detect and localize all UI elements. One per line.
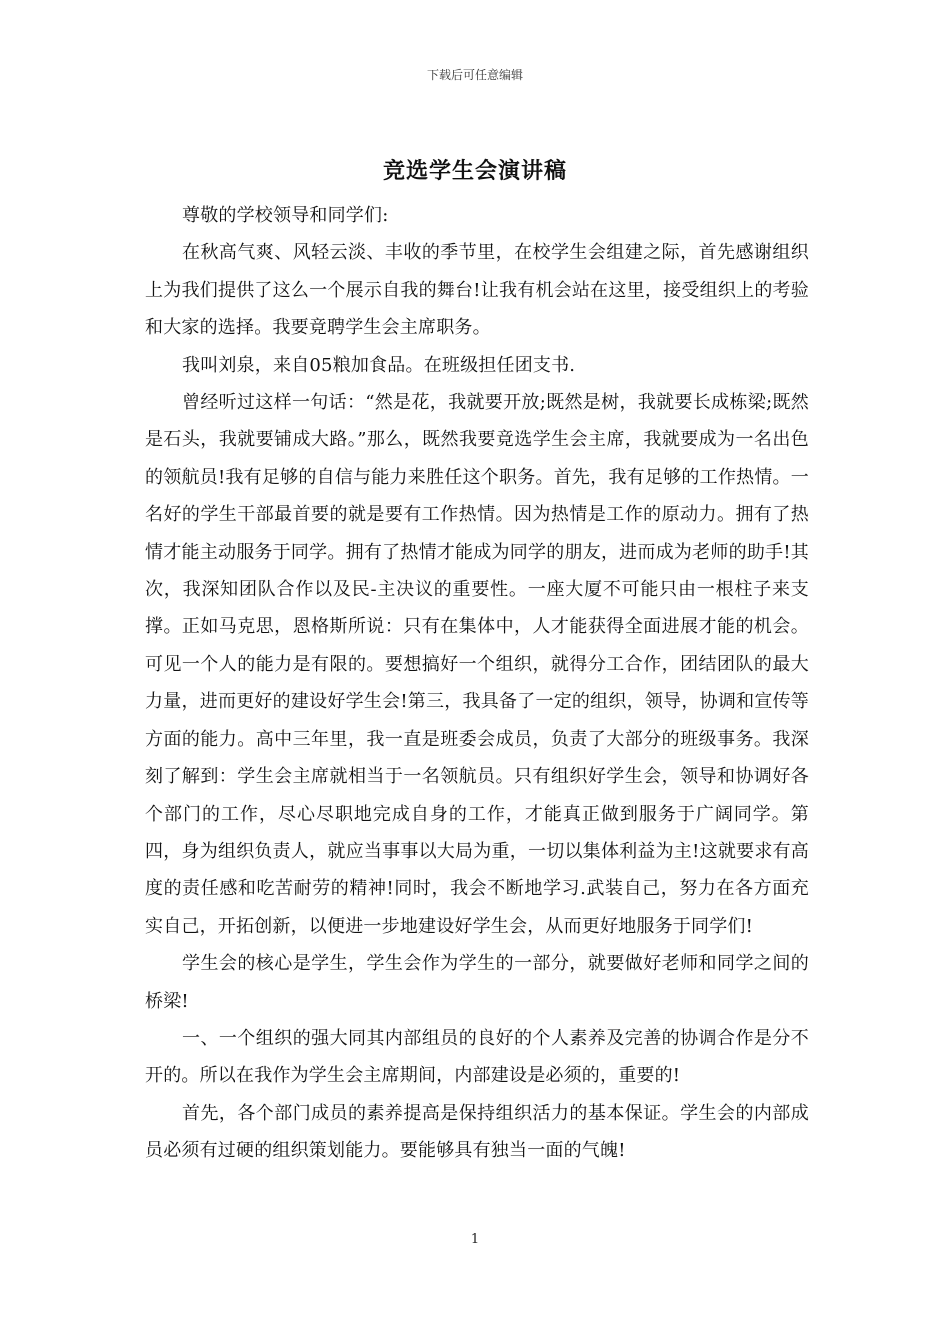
paragraph-opening: 在秋高气爽、风轻云淡、丰收的季节里，在校学生会组建之际，首先感谢组织上为我们提供了这么一个展示自我的舞台!让我有机会站在这里，接受组织上的考验和大家的选择。我要竟聘学生会主席职务。: [145, 242, 809, 339]
paragraph-core: 学生会的核心是学生，学生会作为学生的一部分，就要做好老师和同学之间的桥梁!: [145, 953, 809, 1012]
paragraph-first: 首先，各个部门成员的素养提高是保持组织活力的基本保证。学生会的内部成员必须有过硬的组织策划能力。要能够具有独当一面的气魄!: [145, 1102, 809, 1162]
paragraph-qualifications: 曾经听过这样一句话：“然是花，我就要开放;既然是树，我就要长成栋梁;既然是石头，我就要铺成大路。”那么，既然我要竟选学生会主席，我就要成为一名出色的领航员!我有足够的自信与能力来胜任这个职务。首先，我有足够的工作热情。一名好的学生干部最首要的就是要有工作热情。因为热情是工作的原动力。拥有了热情才能主动服务于同学。拥有了热情才能成为同学的朋友，进而成为老师的助手!其次，我深知团队合作以及民-主决议的重要性。一座大厦不可能只由一根柱子来支撑。正如马克思，恩格斯所说：只有在集体中，人才能获得全面进展才能的机会。可见一个人的能力是有限的。要想搞好一个组织，就得分工合作，团结团队的最大力量，进而更好的建设好学生会!第三，我具备了一定的组织，领导，协调和宣传等方面的能力。高中三年里，我一直是班委会成员，负责了大部分的班级事务。我深刻了解到：学生会主席就相当于一名领航员。只有组织好学生会，领导和协调好各个部门的工作，尽心尽职地完成自身的工作，才能真正做到服务于广阔同学。第四，身为组织负责人，就应当事事以大局为重，一切以集体利益为主!这就要求有高度的责任感和吃苦耐劳的精神!同时，我会不断地学习.武装自己，努力在各方面充实自己，开拓创新，以便进一步地建设好学生会，从而更好地服务于同学们!: [145, 392, 809, 937]
header-note: 下载后可任意编辑: [426, 68, 523, 82]
page-number: 1: [470, 1232, 480, 1247]
paragraph-salutation: 尊敬的学校领导和同学们:: [182, 205, 389, 226]
document-title: 竞选学生会演讲稿: [382, 159, 567, 184]
document-body: [145, 197, 809, 1170]
paragraph-point-one: 一、一个组织的强大同其内部组员的良好的个人素养及完善的协调合作是分不开的。所以在我作为学生会主席期间，内部建设是必须的，重要的!: [145, 1027, 809, 1087]
paragraph-introduction: 我叫刘泉，来自05粮加食品。在班级担任团支书.: [182, 354, 576, 376]
